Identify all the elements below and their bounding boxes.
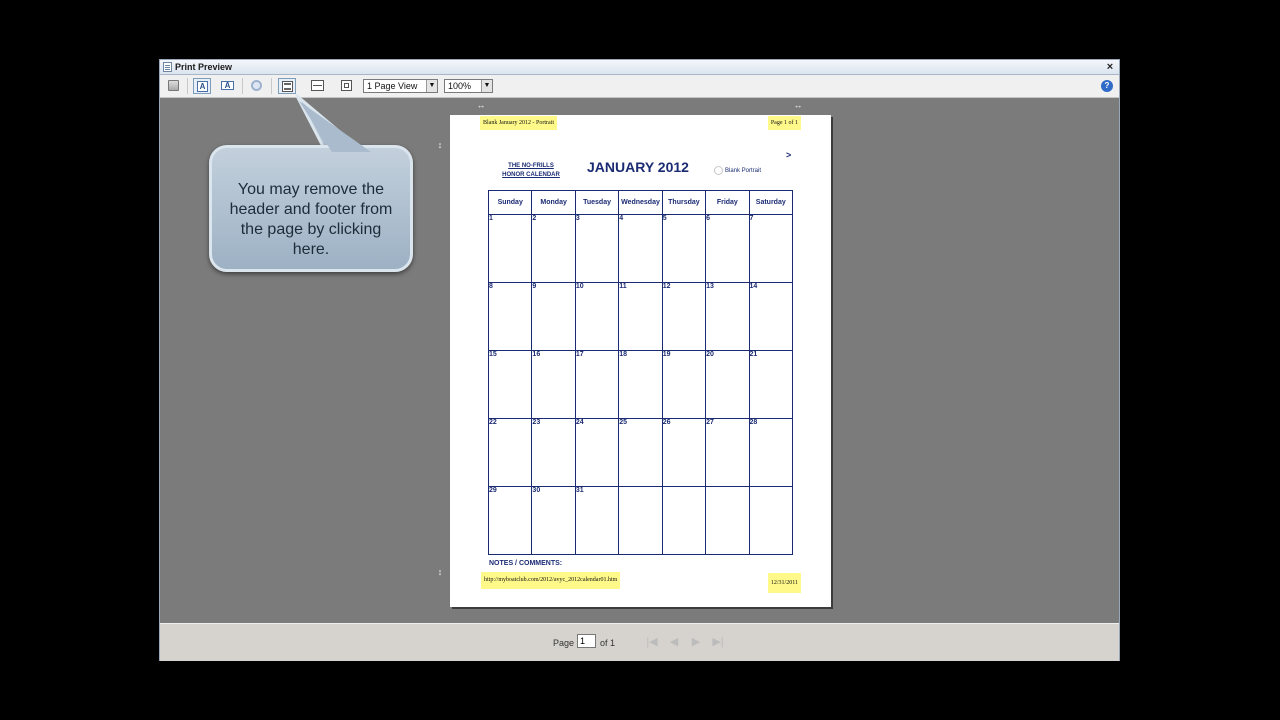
day-cell: 28 <box>749 419 792 487</box>
first-page-button[interactable]: |◀ <box>646 636 658 648</box>
whole-page-icon <box>341 80 352 91</box>
zoom-select[interactable] <box>444 79 493 93</box>
header-footer-toggle-button[interactable] <box>278 78 296 94</box>
week-row <box>489 215 793 283</box>
day-cell: 4 <box>619 215 662 283</box>
preview-page <box>450 115 831 607</box>
weekday-header: Tuesday <box>575 191 618 215</box>
day-cell: 25 <box>619 419 662 487</box>
day-cell: 17 <box>575 351 618 419</box>
whole-page-button[interactable] <box>338 78 356 94</box>
chevron-down-icon: ▼ <box>426 80 437 92</box>
day-cell: 7 <box>749 215 792 283</box>
day-cell: 8 <box>489 283 532 351</box>
day-cell: 13 <box>706 283 749 351</box>
toolbar-separator <box>242 78 243 94</box>
day-cell: 11 <box>619 283 662 351</box>
print-preview-icon <box>163 62 172 72</box>
day-cell: 30 <box>532 487 575 555</box>
weekday-header: Friday <box>706 191 749 215</box>
day-cell: 24 <box>575 419 618 487</box>
page-view-select[interactable] <box>363 79 438 93</box>
day-cell: 6 <box>706 215 749 283</box>
day-cell: 9 <box>532 283 575 351</box>
weekday-header: Wednesday <box>619 191 662 215</box>
toolbar-separator <box>187 78 188 94</box>
day-cell: 14 <box>749 283 792 351</box>
page-header-left: Blank January 2012 - Portrait <box>480 116 557 130</box>
day-cell: 19 <box>662 351 705 419</box>
prev-page-button[interactable]: ◀ <box>669 636 679 648</box>
landscape-button[interactable] <box>219 78 237 94</box>
window-title: Print Preview <box>175 62 233 72</box>
day-cell: 23 <box>532 419 575 487</box>
next-month-link: > <box>786 150 792 160</box>
page-setup-icon <box>251 80 262 91</box>
landscape-icon: A <box>221 81 234 90</box>
week-row <box>489 487 793 555</box>
day-cell: 3 <box>575 215 618 283</box>
day-cell: 31 <box>575 487 618 555</box>
day-cell: 12 <box>662 283 705 351</box>
bottom-margin-handle[interactable]: ↕ <box>437 567 443 577</box>
day-cell: 21 <box>749 351 792 419</box>
portrait-button[interactable] <box>193 78 211 94</box>
week-row <box>489 419 793 487</box>
day-cell <box>706 487 749 555</box>
page-navigator <box>160 623 1119 661</box>
week-row <box>489 283 793 351</box>
right-margin-handle[interactable]: ↔ <box>793 100 803 110</box>
weekday-row <box>489 191 793 215</box>
day-cell: 29 <box>489 487 532 555</box>
day-cell <box>749 487 792 555</box>
last-page-button[interactable]: ▶| <box>712 636 724 648</box>
calendar-grid <box>488 190 793 555</box>
day-cell: 10 <box>575 283 618 351</box>
tutorial-callout <box>209 145 413 272</box>
page-footer-left: http://myboatclub.com/2012/avyc_2012calendar01.htm <box>481 572 620 589</box>
toolbar-separator <box>271 78 272 94</box>
help-icon[interactable]: ? <box>1101 80 1113 92</box>
page-width-button[interactable] <box>309 78 327 94</box>
day-cell: 1 <box>489 215 532 283</box>
toolbar <box>160 75 1119 98</box>
top-margin-handle[interactable]: ↕ <box>437 140 443 150</box>
close-button[interactable]: × <box>1106 61 1114 73</box>
page-footer-right: 12/31/2011 <box>768 573 801 593</box>
page-count-label: of 1 <box>600 638 616 648</box>
day-cell <box>619 487 662 555</box>
weekday-header: Saturday <box>749 191 792 215</box>
day-cell: 22 <box>489 419 532 487</box>
page-view-value: 1 Page View <box>367 81 418 91</box>
page-width-icon <box>311 80 324 91</box>
page-setup-button[interactable] <box>248 78 266 94</box>
callout-text: You may remove the header and footer from the page by clicking here. <box>229 181 393 258</box>
brand-title <box>496 162 566 180</box>
day-cell: 18 <box>619 351 662 419</box>
page-label: Page <box>553 638 575 648</box>
day-cell: 15 <box>489 351 532 419</box>
print-icon <box>168 80 179 91</box>
page-header-right: Page 1 of 1 <box>768 116 801 130</box>
day-cell: 27 <box>706 419 749 487</box>
weekday-header: Sunday <box>489 191 532 215</box>
weekday-header: Monday <box>532 191 575 215</box>
brand-line: THE NO-FRILLS <box>508 163 554 169</box>
page-number-input[interactable] <box>577 634 596 648</box>
weekday-header: Thursday <box>662 191 705 215</box>
day-cell: 16 <box>532 351 575 419</box>
print-button[interactable] <box>165 78 183 94</box>
day-cell: 26 <box>662 419 705 487</box>
day-cell <box>662 487 705 555</box>
chevron-down-icon: ▼ <box>481 80 492 92</box>
notes-label: NOTES / COMMENTS: <box>489 560 563 567</box>
calendar-title: JANUARY 2012 <box>587 159 689 175</box>
left-margin-handle[interactable]: ↔ <box>476 100 486 110</box>
week-row <box>489 351 793 419</box>
brand-line: HONOR CALENDAR <box>502 172 560 178</box>
next-page-button[interactable]: ▶ <box>691 636 701 648</box>
header-footer-toggle-icon <box>282 81 293 92</box>
title-bar <box>160 60 1119 75</box>
blank-portrait-option: Blank Portrait <box>714 166 761 175</box>
day-cell: 20 <box>706 351 749 419</box>
zoom-value: 100% <box>448 81 472 91</box>
portrait-icon: A <box>197 81 208 92</box>
day-cell: 2 <box>532 215 575 283</box>
day-cell: 5 <box>662 215 705 283</box>
